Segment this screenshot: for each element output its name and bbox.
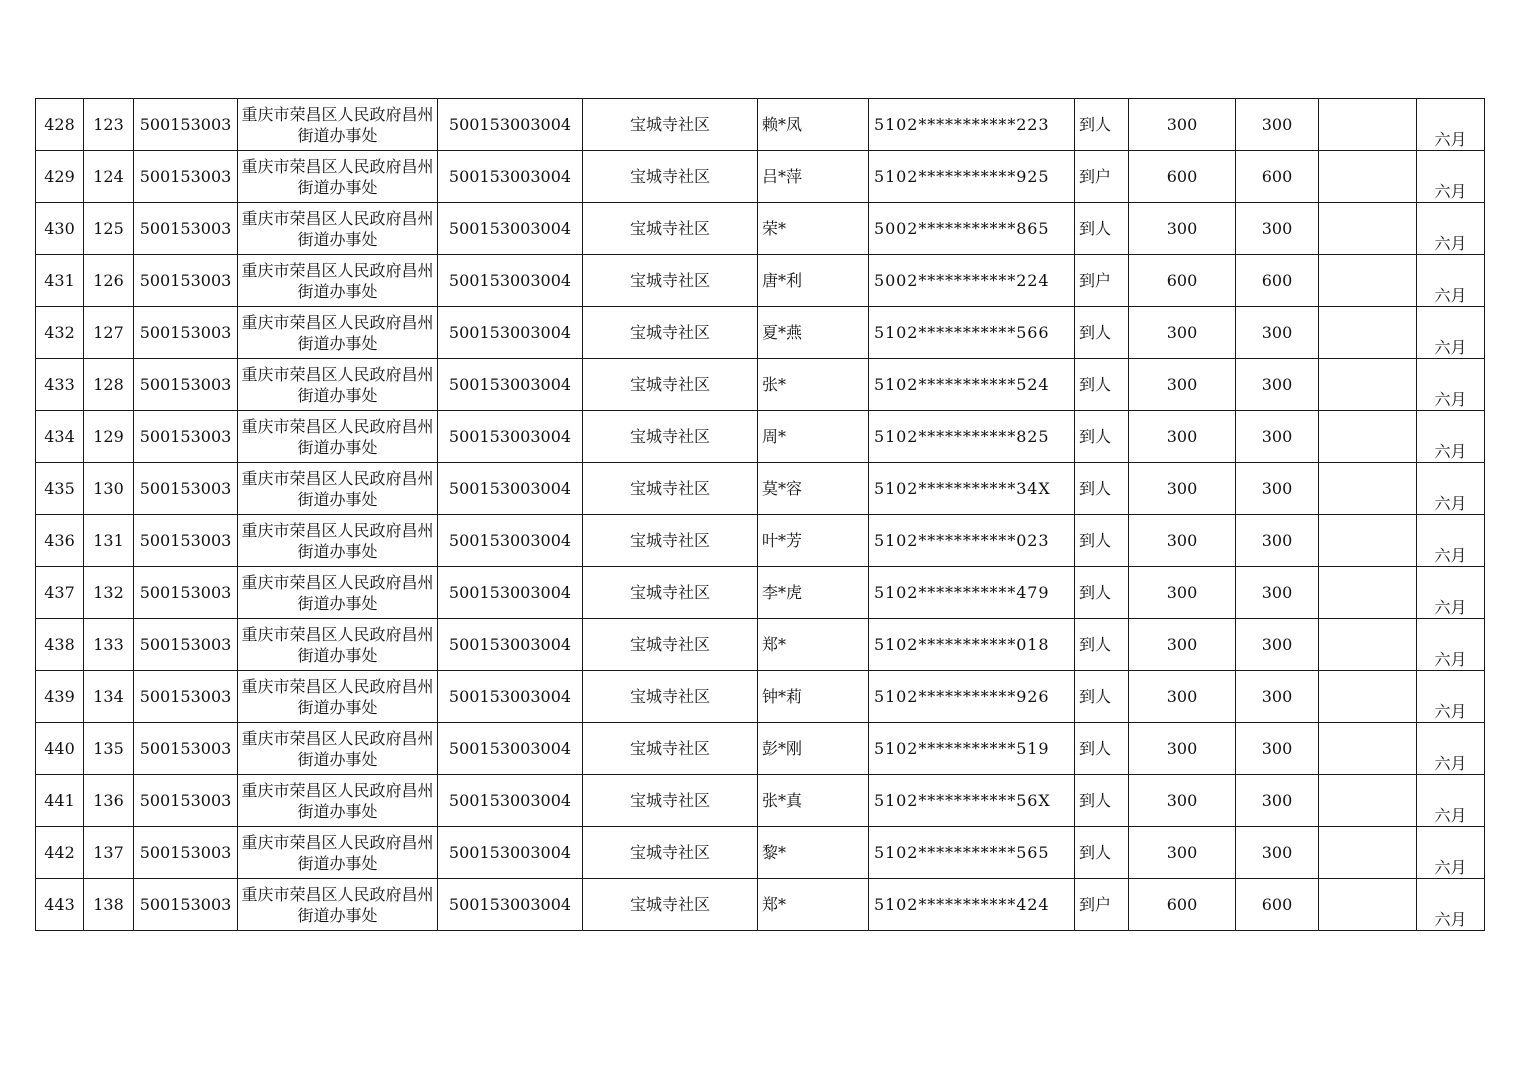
table-row: [36, 151, 1485, 203]
table-body: [36, 99, 1485, 931]
cell-community-code: 500153003004: [438, 775, 583, 827]
cell-org-name: 重庆市荣昌区人民政府昌州街道办事处: [238, 203, 438, 255]
cell-no: 134: [84, 671, 134, 723]
cell-org-name: 重庆市荣昌区人民政府昌州街道办事处: [238, 723, 438, 775]
cell-name: 钟*莉: [758, 671, 869, 723]
cell-type: 到人: [1075, 827, 1129, 879]
cell-no: 124: [84, 151, 134, 203]
cell-amount: 600: [1129, 879, 1236, 931]
cell-no: 125: [84, 203, 134, 255]
cell-amount: 300: [1129, 411, 1236, 463]
cell-amount-total: 300: [1236, 619, 1319, 671]
cell-id-number: 5002***********865: [869, 203, 1075, 255]
cell-no: 123: [84, 99, 134, 151]
cell-amount: 300: [1129, 775, 1236, 827]
cell-org-code: 500153003: [134, 307, 238, 359]
cell-community-code: 500153003004: [438, 879, 583, 931]
cell-community-code: 500153003004: [438, 99, 583, 151]
cell-org-code: 500153003: [134, 879, 238, 931]
cell-remark: [1319, 99, 1417, 151]
cell-type: 到户: [1075, 255, 1129, 307]
cell-name: 张*真: [758, 775, 869, 827]
cell-no: 129: [84, 411, 134, 463]
table-row: [36, 567, 1485, 619]
cell-amount: 300: [1129, 203, 1236, 255]
cell-org-name: 重庆市荣昌区人民政府昌州街道办事处: [238, 671, 438, 723]
cell-seq: 432: [36, 307, 84, 359]
table-row: [36, 203, 1485, 255]
cell-no: 138: [84, 879, 134, 931]
cell-seq: 437: [36, 567, 84, 619]
cell-name: 彭*刚: [758, 723, 869, 775]
cell-type: 到人: [1075, 723, 1129, 775]
cell-remark: [1319, 307, 1417, 359]
cell-org-name: 重庆市荣昌区人民政府昌州街道办事处: [238, 567, 438, 619]
cell-type: 到人: [1075, 359, 1129, 411]
cell-amount: 300: [1129, 463, 1236, 515]
cell-community: 宝城寺社区: [583, 671, 758, 723]
cell-no: 127: [84, 307, 134, 359]
cell-org-name: 重庆市荣昌区人民政府昌州街道办事处: [238, 151, 438, 203]
cell-community: 宝城寺社区: [583, 515, 758, 567]
cell-amount: 600: [1129, 151, 1236, 203]
cell-org-code: 500153003: [134, 827, 238, 879]
cell-amount: 300: [1129, 515, 1236, 567]
cell-org-name: 重庆市荣昌区人民政府昌州街道办事处: [238, 879, 438, 931]
cell-type: 到人: [1075, 619, 1129, 671]
cell-id-number: 5102***********424: [869, 879, 1075, 931]
cell-name: 叶*芳: [758, 515, 869, 567]
cell-seq: 443: [36, 879, 84, 931]
cell-community: 宝城寺社区: [583, 619, 758, 671]
cell-org-code: 500153003: [134, 151, 238, 203]
cell-seq: 428: [36, 99, 84, 151]
cell-name: 黎*: [758, 827, 869, 879]
cell-amount-total: 300: [1236, 827, 1319, 879]
cell-remark: [1319, 723, 1417, 775]
cell-month: 六月: [1417, 151, 1485, 203]
cell-name: 郑*: [758, 879, 869, 931]
cell-amount-total: 600: [1236, 879, 1319, 931]
cell-id-number: 5102***********519: [869, 723, 1075, 775]
cell-community-code: 500153003004: [438, 827, 583, 879]
cell-amount: 300: [1129, 827, 1236, 879]
cell-org-name: 重庆市荣昌区人民政府昌州街道办事处: [238, 255, 438, 307]
cell-type: 到人: [1075, 99, 1129, 151]
cell-month: 六月: [1417, 567, 1485, 619]
cell-community: 宝城寺社区: [583, 723, 758, 775]
cell-seq: 438: [36, 619, 84, 671]
cell-type: 到户: [1075, 879, 1129, 931]
cell-org-name: 重庆市荣昌区人民政府昌州街道办事处: [238, 463, 438, 515]
cell-type: 到人: [1075, 411, 1129, 463]
cell-month: 六月: [1417, 515, 1485, 567]
table-row: [36, 359, 1485, 411]
cell-name: 郑*: [758, 619, 869, 671]
table-row: [36, 879, 1485, 931]
cell-name: 李*虎: [758, 567, 869, 619]
cell-org-name: 重庆市荣昌区人民政府昌州街道办事处: [238, 775, 438, 827]
cell-community: 宝城寺社区: [583, 463, 758, 515]
cell-org-name: 重庆市荣昌区人民政府昌州街道办事处: [238, 307, 438, 359]
cell-id-number: 5102***********566: [869, 307, 1075, 359]
table-row: [36, 671, 1485, 723]
cell-month: 六月: [1417, 411, 1485, 463]
table-row: [36, 255, 1485, 307]
cell-community-code: 500153003004: [438, 619, 583, 671]
cell-month: 六月: [1417, 359, 1485, 411]
cell-remark: [1319, 671, 1417, 723]
cell-id-number: 5102***********023: [869, 515, 1075, 567]
cell-id-number: 5102***********926: [869, 671, 1075, 723]
cell-no: 128: [84, 359, 134, 411]
cell-org-code: 500153003: [134, 775, 238, 827]
cell-month: 六月: [1417, 879, 1485, 931]
cell-remark: [1319, 567, 1417, 619]
cell-community-code: 500153003004: [438, 151, 583, 203]
cell-amount: 300: [1129, 307, 1236, 359]
cell-seq: 439: [36, 671, 84, 723]
cell-amount-total: 300: [1236, 775, 1319, 827]
cell-no: 132: [84, 567, 134, 619]
cell-community: 宝城寺社区: [583, 151, 758, 203]
cell-month: 六月: [1417, 723, 1485, 775]
cell-no: 130: [84, 463, 134, 515]
cell-remark: [1319, 359, 1417, 411]
cell-seq: 441: [36, 775, 84, 827]
cell-type: 到人: [1075, 567, 1129, 619]
cell-type: 到人: [1075, 775, 1129, 827]
cell-month: 六月: [1417, 255, 1485, 307]
cell-remark: [1319, 463, 1417, 515]
table-row: [36, 775, 1485, 827]
cell-org-code: 500153003: [134, 671, 238, 723]
cell-org-code: 500153003: [134, 99, 238, 151]
cell-org-code: 500153003: [134, 567, 238, 619]
subsidy-table: [35, 98, 1485, 931]
cell-name: 张*: [758, 359, 869, 411]
cell-remark: [1319, 775, 1417, 827]
cell-org-name: 重庆市荣昌区人民政府昌州街道办事处: [238, 827, 438, 879]
cell-amount-total: 300: [1236, 463, 1319, 515]
cell-seq: 436: [36, 515, 84, 567]
cell-community: 宝城寺社区: [583, 359, 758, 411]
cell-org-code: 500153003: [134, 255, 238, 307]
cell-type: 到人: [1075, 671, 1129, 723]
cell-org-code: 500153003: [134, 723, 238, 775]
cell-month: 六月: [1417, 203, 1485, 255]
cell-remark: [1319, 151, 1417, 203]
cell-org-name: 重庆市荣昌区人民政府昌州街道办事处: [238, 359, 438, 411]
cell-amount-total: 300: [1236, 567, 1319, 619]
cell-community-code: 500153003004: [438, 411, 583, 463]
cell-community-code: 500153003004: [438, 203, 583, 255]
cell-amount: 600: [1129, 255, 1236, 307]
cell-seq: 430: [36, 203, 84, 255]
cell-id-number: 5102***********524: [869, 359, 1075, 411]
cell-type: 到户: [1075, 151, 1129, 203]
cell-remark: [1319, 827, 1417, 879]
cell-id-number: 5102***********018: [869, 619, 1075, 671]
cell-community: 宝城寺社区: [583, 775, 758, 827]
cell-community: 宝城寺社区: [583, 411, 758, 463]
cell-name: 吕*萍: [758, 151, 869, 203]
cell-community-code: 500153003004: [438, 567, 583, 619]
table-row: [36, 515, 1485, 567]
cell-id-number: 5102***********223: [869, 99, 1075, 151]
cell-name: 夏*燕: [758, 307, 869, 359]
cell-month: 六月: [1417, 619, 1485, 671]
cell-no: 137: [84, 827, 134, 879]
cell-org-code: 500153003: [134, 203, 238, 255]
cell-org-code: 500153003: [134, 619, 238, 671]
cell-community-code: 500153003004: [438, 307, 583, 359]
cell-seq: 429: [36, 151, 84, 203]
cell-amount-total: 300: [1236, 99, 1319, 151]
cell-community-code: 500153003004: [438, 255, 583, 307]
table-row: [36, 723, 1485, 775]
cell-org-name: 重庆市荣昌区人民政府昌州街道办事处: [238, 515, 438, 567]
cell-id-number: 5102***********565: [869, 827, 1075, 879]
cell-amount-total: 300: [1236, 515, 1319, 567]
cell-community-code: 500153003004: [438, 359, 583, 411]
cell-org-code: 500153003: [134, 411, 238, 463]
cell-community: 宝城寺社区: [583, 255, 758, 307]
table-row: [36, 827, 1485, 879]
cell-id-number: 5102***********34X: [869, 463, 1075, 515]
cell-no: 133: [84, 619, 134, 671]
cell-org-code: 500153003: [134, 359, 238, 411]
cell-community-code: 500153003004: [438, 671, 583, 723]
cell-month: 六月: [1417, 463, 1485, 515]
cell-amount: 300: [1129, 99, 1236, 151]
cell-amount-total: 600: [1236, 255, 1319, 307]
cell-amount-total: 600: [1236, 151, 1319, 203]
cell-seq: 434: [36, 411, 84, 463]
cell-community-code: 500153003004: [438, 463, 583, 515]
cell-id-number: 5002***********224: [869, 255, 1075, 307]
cell-amount-total: 300: [1236, 723, 1319, 775]
table-row: [36, 411, 1485, 463]
cell-seq: 435: [36, 463, 84, 515]
cell-name: 周*: [758, 411, 869, 463]
cell-seq: 431: [36, 255, 84, 307]
cell-no: 126: [84, 255, 134, 307]
cell-amount: 300: [1129, 359, 1236, 411]
cell-remark: [1319, 515, 1417, 567]
table-row: [36, 619, 1485, 671]
cell-community: 宝城寺社区: [583, 879, 758, 931]
cell-community-code: 500153003004: [438, 515, 583, 567]
cell-org-name: 重庆市荣昌区人民政府昌州街道办事处: [238, 99, 438, 151]
cell-remark: [1319, 879, 1417, 931]
cell-name: 荣*: [758, 203, 869, 255]
table-row: [36, 463, 1485, 515]
table-row: [36, 307, 1485, 359]
cell-amount: 300: [1129, 671, 1236, 723]
cell-amount: 300: [1129, 723, 1236, 775]
cell-type: 到人: [1075, 203, 1129, 255]
cell-month: 六月: [1417, 99, 1485, 151]
cell-org-code: 500153003: [134, 463, 238, 515]
cell-org-name: 重庆市荣昌区人民政府昌州街道办事处: [238, 619, 438, 671]
cell-remark: [1319, 411, 1417, 463]
cell-id-number: 5102***********56X: [869, 775, 1075, 827]
cell-org-code: 500153003: [134, 515, 238, 567]
cell-id-number: 5102***********825: [869, 411, 1075, 463]
cell-amount: 300: [1129, 619, 1236, 671]
cell-amount: 300: [1129, 567, 1236, 619]
cell-month: 六月: [1417, 827, 1485, 879]
cell-org-name: 重庆市荣昌区人民政府昌州街道办事处: [238, 411, 438, 463]
cell-community: 宝城寺社区: [583, 827, 758, 879]
cell-amount-total: 300: [1236, 203, 1319, 255]
cell-community: 宝城寺社区: [583, 307, 758, 359]
cell-id-number: 5102***********479: [869, 567, 1075, 619]
cell-amount-total: 300: [1236, 359, 1319, 411]
cell-no: 131: [84, 515, 134, 567]
cell-remark: [1319, 619, 1417, 671]
cell-name: 赖*凤: [758, 99, 869, 151]
table-row: [36, 99, 1485, 151]
cell-remark: [1319, 255, 1417, 307]
cell-remark: [1319, 203, 1417, 255]
cell-community: 宝城寺社区: [583, 203, 758, 255]
cell-month: 六月: [1417, 671, 1485, 723]
cell-no: 135: [84, 723, 134, 775]
cell-community-code: 500153003004: [438, 723, 583, 775]
cell-id-number: 5102***********925: [869, 151, 1075, 203]
cell-amount-total: 300: [1236, 671, 1319, 723]
cell-community: 宝城寺社区: [583, 99, 758, 151]
cell-type: 到人: [1075, 307, 1129, 359]
cell-type: 到人: [1075, 463, 1129, 515]
cell-no: 136: [84, 775, 134, 827]
cell-seq: 442: [36, 827, 84, 879]
cell-type: 到人: [1075, 515, 1129, 567]
cell-community: 宝城寺社区: [583, 567, 758, 619]
cell-name: 唐*利: [758, 255, 869, 307]
cell-seq: 433: [36, 359, 84, 411]
cell-amount-total: 300: [1236, 307, 1319, 359]
cell-name: 莫*容: [758, 463, 869, 515]
cell-amount-total: 300: [1236, 411, 1319, 463]
cell-month: 六月: [1417, 775, 1485, 827]
cell-month: 六月: [1417, 307, 1485, 359]
cell-seq: 440: [36, 723, 84, 775]
